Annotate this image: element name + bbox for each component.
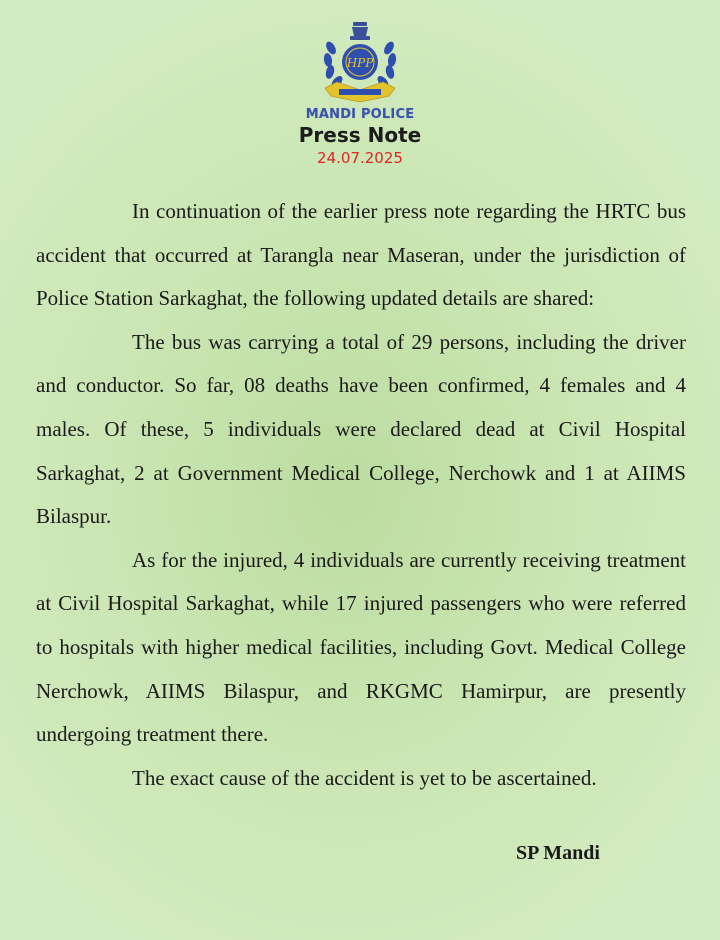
page-title: Press Note — [298, 123, 422, 147]
paragraph-continuation: In continuation of the earlier press note regarding the HRTC bus accident that occurred at Tarangla near Maseran, under the jurisdiction of Police Station Sarkaghat, the following updated details are shared: — [36, 199, 686, 311]
press-note-header — [0, 18, 720, 167]
himachal-police-emblem-icon — [319, 18, 401, 106]
paragraph-deaths: The bus was carrying a total of 29 persons, including the driver and conductor. So far, 08 deaths have been confirmed, 4 females and 4 males. Of these, 5 individuals were declared dead at Civil Hospital Sarkaghat, 2 at Government Medical College, Nerchowk and 1 at AIIMS Bilaspur. — [36, 329, 686, 529]
paragraph-injured: As for the injured, 4 individuals are currently receiving treatment at Civil Hospital Sarkaghat, while 17 injured passengers who were referred to hospitals with higher medical facilities, including Govt. Medical College Nerchowk, AIIMS Bilaspur, and RKGMC Hamirpur, are presently undergoing treatment there. — [36, 547, 686, 747]
press-note-body — [36, 190, 686, 800]
signature: SP Mandi — [516, 842, 600, 864]
organization-name: MANDI POLICE — [305, 107, 415, 122]
press-note-date: 24.07.2025 — [317, 149, 403, 167]
emblem-lettering: HPP — [346, 56, 374, 70]
paragraph-cause: The exact cause of the accident is yet to be ascertained. — [132, 765, 597, 790]
